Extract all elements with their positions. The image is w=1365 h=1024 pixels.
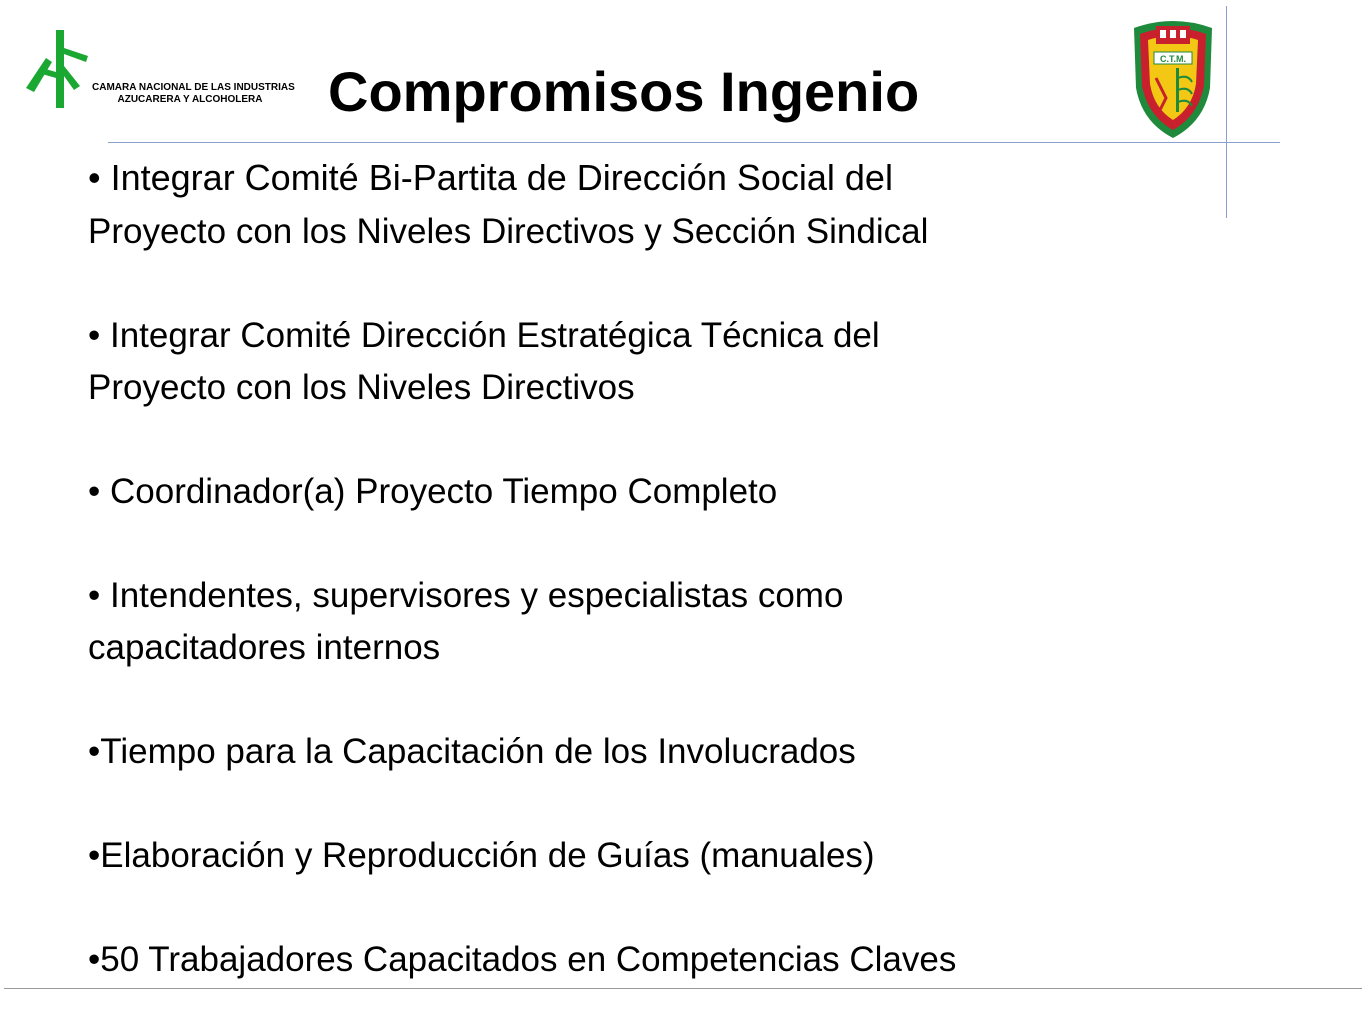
list-item-continuation: capacitadores internos [88, 628, 441, 667]
bullet-marker: • [88, 732, 101, 771]
header-divider [108, 142, 1280, 143]
item-text: 50 Trabajadores Capacitados en Competencias Claves [100, 940, 957, 979]
list-item [88, 570, 1288, 622]
bullet-marker: • [88, 940, 101, 979]
list-item-continuation: Proyecto con los Niveles Directivos y Sección Sindical [88, 212, 929, 251]
bullet-marker: • [88, 157, 111, 198]
item-text: Coordinador(a) Proyecto Tiempo Completo [109, 472, 778, 511]
list-item [88, 934, 1288, 986]
list-item [88, 310, 1288, 362]
footer-divider [4, 988, 1362, 989]
list-item [88, 830, 1288, 882]
item-text: Elaboración y Reproducción de Guías (manuales) [100, 836, 875, 875]
bullet-marker: • [88, 472, 110, 511]
item-text: Integrar Comité Bi-Partita de Dirección Social del [110, 157, 893, 198]
list-item [88, 726, 1288, 778]
ctm-emblem [1130, 18, 1216, 140]
emblem-ctm-text: C.T.M. [1160, 54, 1186, 64]
commitments-list [88, 150, 1288, 986]
list-item [88, 466, 1288, 518]
page-title: Compromisos Ingenio [328, 60, 920, 123]
ctm-shield-icon [1130, 18, 1216, 140]
list-item-continuation: Proyecto con los Niveles Directivos [88, 368, 635, 407]
list-item [88, 150, 1288, 206]
item-text: Integrar Comité Dirección Estratégica Técnica del [109, 316, 880, 355]
logo-line-1: CAMARA NACIONAL DE LAS INDUSTRIAS [92, 82, 295, 93]
bullet-marker: • [88, 316, 110, 355]
item-text: Tiempo para la Capacitación de los Involucrados [100, 732, 856, 771]
item-text: Intendentes, supervisores y especialistas como [109, 576, 844, 615]
camara-logo-text [92, 82, 295, 106]
camara-logo [22, 28, 295, 118]
logo-line-2: AZUCARERA Y ALCOHOLERA [117, 94, 263, 105]
bullet-marker: • [88, 576, 110, 615]
bullet-marker: • [88, 836, 101, 875]
camara-logo-icon [22, 28, 92, 118]
